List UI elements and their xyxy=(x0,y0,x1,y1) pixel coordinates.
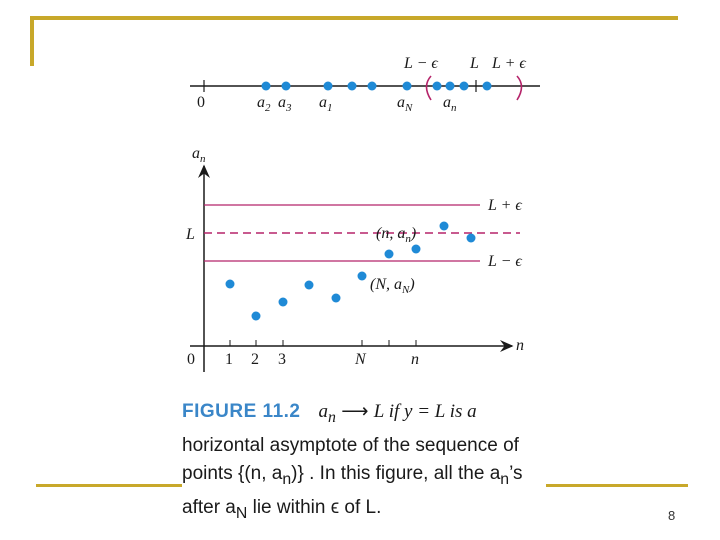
nl-an-label: $a_n$ xyxy=(443,94,457,114)
nl-L-plus-eps-label: L + ϵ xyxy=(492,55,526,72)
nl-zero-label: 0 xyxy=(197,94,205,111)
x-tick-label-n: n xyxy=(411,351,419,368)
page-number: 8 xyxy=(668,508,676,523)
caption-math-an: $a_n$ xyxy=(318,401,336,426)
nl-a3-label: $a_3$ xyxy=(278,94,292,114)
x-tick-label-3: 3 xyxy=(278,351,286,368)
caption-line-2: horizontal asymptote of the sequence of xyxy=(182,434,519,456)
sequence-point xyxy=(252,312,261,321)
sequence-point-N xyxy=(358,272,367,281)
sequence-point xyxy=(226,280,235,289)
nl-L-label: L xyxy=(470,55,479,72)
caption-line-4: after $a_N$ lie within ϵ of L. xyxy=(182,496,382,522)
nl-aN-label: $a_N$ xyxy=(397,94,413,114)
caption-line1-rest: L if y = L is a xyxy=(373,401,477,422)
nl-a1-label: $a_1$ xyxy=(319,94,333,114)
caption-arrow: ⟶ xyxy=(341,401,369,422)
sequence-point xyxy=(467,234,476,243)
sequence-point xyxy=(385,250,394,259)
sequence-point-n xyxy=(412,245,421,254)
point-label-n: (n, $a_n$) xyxy=(376,225,417,245)
x-tick-label-1: 1 xyxy=(225,351,233,368)
sequence-point xyxy=(279,298,288,307)
lower-bound-label: L − ϵ xyxy=(488,253,522,270)
point-label-N: (N, $a_N$) xyxy=(370,276,415,296)
y-axis-label: $a_n$ xyxy=(192,145,206,165)
caption-line-3: points {(n, $a_n$)} . In this figure, all the $a_n’s$ xyxy=(182,462,523,488)
x-tick-label-2: 2 xyxy=(251,351,259,368)
sequence-point xyxy=(440,222,449,231)
frame-bottom-rule-right xyxy=(538,484,688,487)
x-tick-label-N: N xyxy=(355,351,366,368)
nl-L-minus-eps-label: L − ϵ xyxy=(404,55,438,72)
caption-line-1 xyxy=(182,398,542,432)
sequence-point xyxy=(305,281,314,290)
x-axis-label: n xyxy=(516,337,524,354)
origin-label: 0 xyxy=(187,351,195,368)
figure-title: FIGURE 11.2 xyxy=(182,401,301,422)
sequence-point xyxy=(332,294,341,303)
frame-bottom-rule-left xyxy=(36,484,186,487)
figure-caption xyxy=(182,398,546,527)
upper-bound-label: L + ϵ xyxy=(488,197,522,214)
nl-a2-label: $a_2$ xyxy=(257,94,271,114)
L-axis-label: L xyxy=(186,226,195,243)
sequence-points xyxy=(226,222,476,321)
